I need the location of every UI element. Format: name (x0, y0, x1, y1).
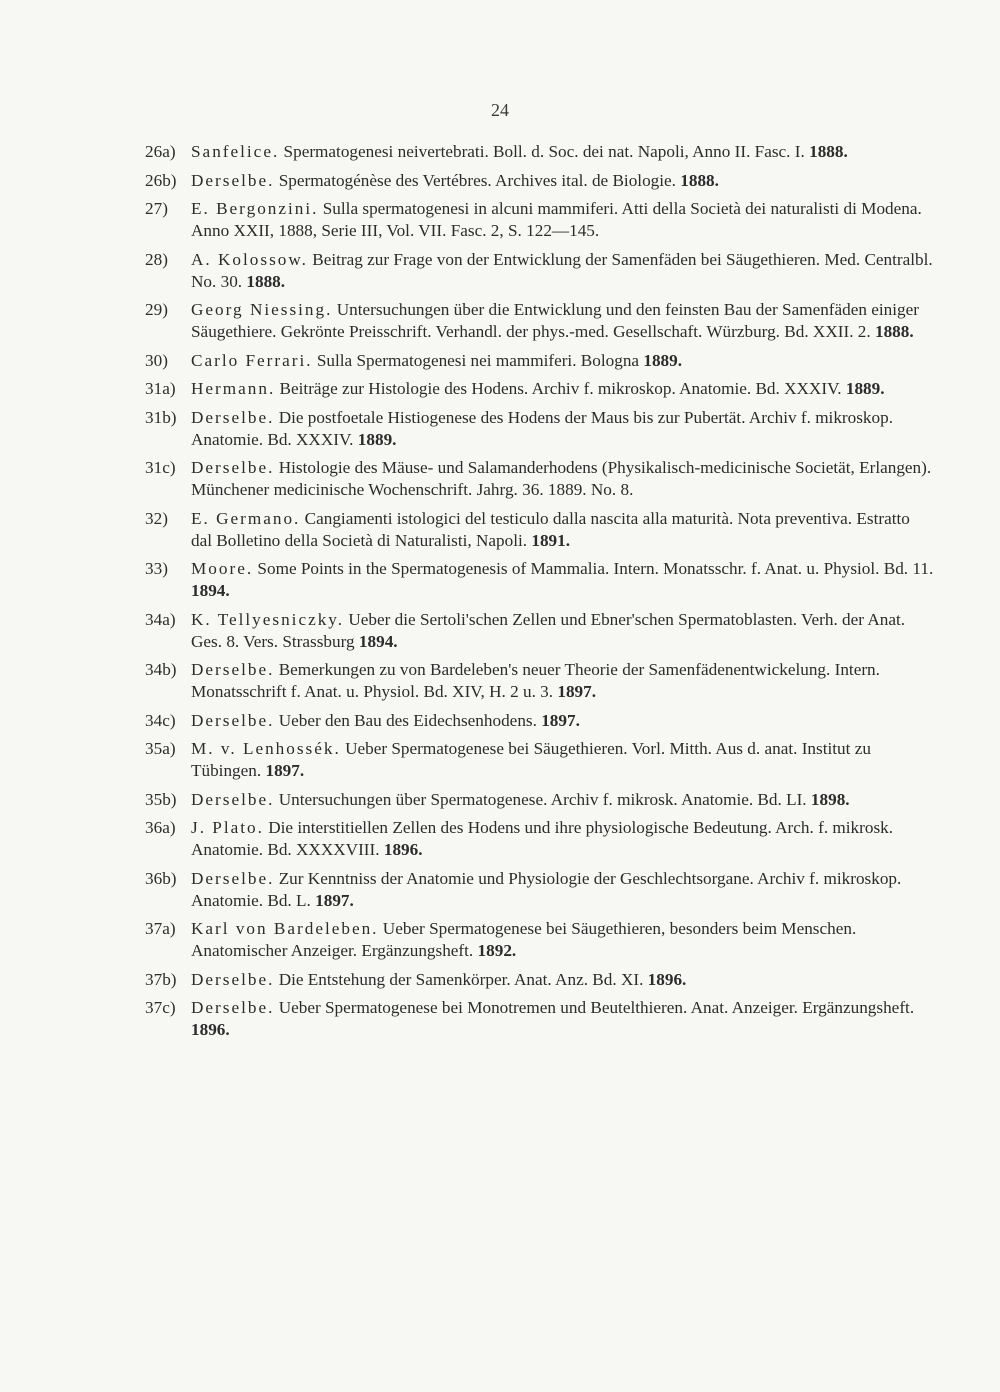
reference-text: Die interstitiellen Zellen des Hodens und ihre physiologische Bedeutung. Arch. f. mikrosk. Anatomie. Bd. XXXXVIII. (191, 818, 894, 859)
reference-number: 28) (145, 249, 168, 269)
reference-list (145, 141, 935, 1048)
reference-entry (145, 609, 935, 653)
reference-number: 37b) (145, 969, 177, 989)
reference-text: Histologie des Mäuse- und Salamanderhodens (Physikalisch-medicinische Societät, Erlangen). Münchener medicinische Wochenschrift. Jahrg. 36. 1889. No. 8. (191, 458, 932, 499)
reference-entry (145, 141, 935, 163)
reference-number: 36b) (145, 868, 177, 888)
reference-number: 35a) (145, 739, 176, 758)
reference-number: 32) (145, 508, 168, 528)
reference-text: Spermatogenesi neivertebrati. Boll. d. Soc. dei nat. Napoli, Anno II. Fasc. I. (283, 142, 805, 161)
reference-number: 33) (145, 559, 168, 578)
reference-text: Untersuchungen über Spermatogenese. Archiv f. mikrosk. Anatomie. Bd. LI. (278, 789, 807, 809)
reference-text: Die Entstehung der Samenkörper. Anat. Anz. Bd. XI. (278, 969, 644, 989)
reference-author: Karl von Bardeleben. (191, 919, 379, 938)
reference-author: Derselbe. (191, 660, 275, 679)
reference-text: Ueber die Sertoli'schen Zellen und Ebner'schen Spermatoblasten. Verh. der Anat. Ges. 8. Vers. Strassburg (191, 609, 906, 651)
reference-number: 26a) (145, 142, 176, 161)
reference-author: Sanfelice. (191, 142, 280, 161)
reference-text: Sulla Spermatogenesi nei mammiferi. Bologna (316, 350, 640, 370)
reference-number: 31b) (145, 407, 177, 427)
reference-author: Moore. (191, 559, 254, 578)
reference-year: 1892. (477, 941, 517, 960)
reference-year: 1897. (541, 710, 580, 730)
reference-text: Spermatogénèse des Vertébres. Archives ital. de Biologie. (278, 170, 676, 190)
reference-number: 29) (145, 300, 168, 319)
reference-entry (145, 457, 935, 501)
reference-entry (145, 817, 935, 861)
reference-entry (145, 558, 935, 602)
reference-number: 37a) (145, 919, 176, 938)
reference-author: K. Tellyesniczky. (191, 609, 345, 629)
reference-year: 1889. (643, 350, 683, 370)
reference-year: 1888. (874, 322, 914, 341)
reference-year: 1888. (809, 142, 848, 161)
reference-author: Derselbe. (191, 710, 275, 730)
reference-year: 1896. (191, 1020, 230, 1039)
reference-year: 1896. (383, 840, 423, 859)
reference-text: Cangiamenti istologici del testiculo dalla nascita alla maturità. Nota preventiva. Estratto dal Bolletino della Società di Naturalisti, Napoli. (191, 508, 910, 550)
reference-author: Derselbe. (191, 868, 275, 888)
reference-entry (145, 969, 935, 991)
reference-entry (145, 170, 935, 192)
reference-text: Sulla spermatogenesi in alcuni mammiferi. Atti della Società dei naturalisti di Modena. Anno XXII, 1888, Serie III, Vol. VII. Fasc. 2, S. 122—145. (191, 199, 922, 240)
reference-author: Carlo Ferrari. (191, 350, 313, 370)
reference-author: Derselbe. (191, 407, 275, 427)
reference-number: 26b) (145, 170, 177, 190)
reference-text: Ueber Spermatogenese bei Monotremen und Beutelthieren. Anat. Anzeiger. Ergänzungsheft. (278, 998, 915, 1017)
reference-entry (145, 378, 935, 400)
reference-text: Untersuchungen über die Entwicklung und den feinsten Bau der Samenfäden einiger Säugethiere. Gekrönte Preisschrift. Verhandl. der phys.-med. Gesellschaft. Würzburg. Bd. XXII. 2. (191, 300, 919, 341)
reference-number: 37c) (145, 998, 176, 1017)
reference-year: 1889. (845, 379, 885, 398)
reference-text: Zur Kenntniss der Anatomie und Physiologie der Geschlechtsorgane. Archiv f. mikroskop. Anatomie. Bd. L. (191, 868, 902, 910)
reference-text: Ueber den Bau des Eidechsenhodens. (278, 710, 537, 730)
reference-author: Derselbe. (191, 170, 275, 190)
reference-author: M. v. Lenhossék. (191, 739, 341, 758)
reference-text: Die postfoetale Histiogenese des Hodens der Maus bis zur Pubertät. Archiv f. mikroskop. Anatomie. Bd. XXXIV. (191, 407, 894, 449)
reference-text: Beiträge zur Histologie des Hodens. Archiv f. mikroskop. Anatomie. Bd. XXXIV. (279, 379, 842, 398)
reference-author: A. Kolossow. (191, 249, 308, 269)
reference-year: 1898. (810, 789, 850, 809)
reference-entry (145, 350, 935, 372)
reference-entry (145, 997, 935, 1041)
reference-entry (145, 738, 935, 782)
reference-entry (145, 918, 935, 962)
page-number: 24 (491, 100, 509, 120)
reference-author: Derselbe. (191, 789, 275, 809)
reference-author: Derselbe. (191, 458, 275, 477)
reference-number: 35b) (145, 789, 177, 809)
reference-year: 1897. (315, 890, 354, 910)
reference-entry (145, 299, 935, 343)
reference-year: 1896. (647, 969, 687, 989)
reference-year: 1897. (265, 761, 305, 780)
reference-author: Georg Niessing. (191, 300, 333, 319)
reference-text: Beitrag zur Frage von der Entwicklung der Samenfäden bei Säugethieren. Med. Centralbl. No. 30. (191, 249, 933, 291)
reference-entry (145, 659, 935, 703)
reference-number: 31a) (145, 379, 176, 398)
reference-author: Hermann. (191, 379, 276, 398)
reference-number: 34b) (145, 660, 177, 679)
reference-number: 31c) (145, 458, 176, 477)
reference-text: Ueber Spermatogenese bei Säugethieren, besonders beim Menschen. Anatomischer Anzeiger. Ergänzungsheft. (191, 919, 857, 960)
reference-text: Some Points in the Spermatogenesis of Mammalia. Intern. Monatsschr. f. Anat. u. Physiol. Bd. 11. (257, 559, 934, 578)
reference-text: Ueber Spermatogenese bei Säugethieren. Vorl. Mitth. Aus d. anat. Institut zu Tübingen. (191, 739, 871, 780)
reference-author: J. Plato. (191, 818, 264, 837)
reference-author: Derselbe. (191, 969, 275, 989)
reference-year: 1894. (191, 581, 230, 600)
reference-year: 1891. (531, 530, 571, 550)
reference-entry (145, 249, 935, 293)
reference-entry (145, 789, 935, 811)
reference-entry (145, 710, 935, 732)
reference-entry (145, 868, 935, 912)
reference-author: E. Bergonzini. (191, 199, 319, 218)
reference-entry (145, 198, 935, 242)
reference-number: 34c) (145, 710, 176, 730)
reference-year: 1897. (557, 682, 597, 701)
reference-author: E. Germano. (191, 508, 301, 528)
reference-year: 1888. (680, 170, 719, 190)
reference-year: 1889. (357, 429, 397, 449)
reference-year: 1894. (358, 631, 398, 651)
reference-entry (145, 508, 935, 552)
reference-author: Derselbe. (191, 998, 275, 1017)
reference-text: Bemerkungen zu von Bardeleben's neuer Theorie der Samenfädenentwickelung. Intern. Monatsschrift f. Anat. u. Physiol. Bd. XIV, H. 2 u. 3. (191, 660, 880, 701)
reference-year: 1888. (246, 271, 286, 291)
reference-number: 36a) (145, 818, 176, 837)
reference-entry (145, 407, 935, 451)
reference-number: 27) (145, 199, 168, 218)
reference-number: 30) (145, 350, 168, 370)
reference-number: 34a) (145, 609, 176, 629)
